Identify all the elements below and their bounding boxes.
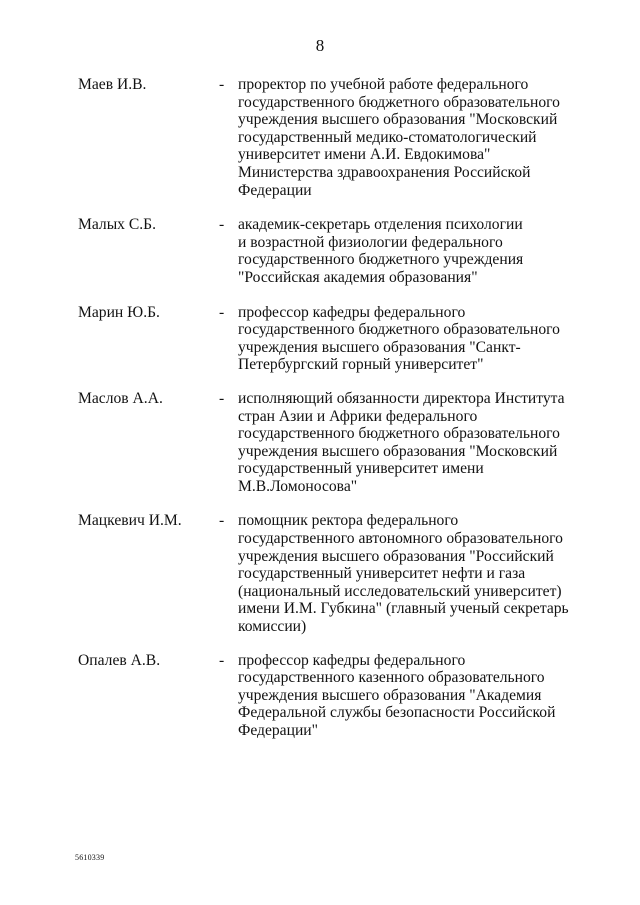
- document-code: 5610339: [75, 853, 105, 862]
- member-name: Малых С.Б.: [78, 216, 157, 234]
- member-name: Опалев А.В.: [78, 651, 161, 669]
- member-position: помощник ректора федерального государственного автономного образовательного учреждения высшего образования "Российский государственный университет нефти и газа (национальный исследовательский университет) имени И.М. Губкина" (главный ученый секретарь комиссии): [238, 512, 569, 636]
- dash-separator: -: [219, 76, 225, 93]
- page-number: 8: [315, 36, 325, 55]
- member-position: проректор по учебной работе федерального государственного бюджетного образовательного учреждения высшего образования "Московский государственный медико-стоматологический университет имени А.И. Евдокимова" Министерства здравоохранения Российской Федерации: [238, 76, 560, 199]
- dash-separator: -: [219, 389, 225, 407]
- dash-separator: -: [219, 303, 225, 321]
- dash-separator: -: [219, 651, 225, 669]
- member-name: Маслов А.А.: [78, 389, 163, 407]
- list-item: [78, 512, 598, 635]
- member-position: профессор кафедры федерального государственного казенного образовательного учреждения высшего образования "Академия Федеральной службы безопасности Российской Федерации": [238, 651, 556, 739]
- dash-separator: -: [219, 512, 225, 530]
- list-item: [78, 216, 598, 286]
- member-position: академик-секретарь отделения психологии и возрастной физиологии федерального государственного бюджетного учреждения "Российская академия образования": [238, 216, 524, 286]
- list-item: [78, 76, 598, 199]
- member-name: Маев И.В.: [78, 76, 147, 93]
- member-position: профессор кафедры федерального государственного бюджетного образовательного учреждения высшего образования "Санкт- Петербургский горный университет": [238, 303, 560, 374]
- list-item: [78, 652, 598, 740]
- member-list: [78, 76, 598, 740]
- list-item: [78, 390, 598, 496]
- list-item: [78, 304, 598, 374]
- dash-separator: -: [219, 216, 225, 234]
- member-name: Марин Ю.Б.: [78, 303, 160, 321]
- member-name: Мацкевич И.М.: [78, 512, 182, 530]
- member-position: исполняющий обязанности директора Института стран Азии и Африки федерального государственного бюджетного образовательного учреждения высшего образования "Московский государственный университет имени М.В.Ломоносова": [238, 389, 565, 495]
